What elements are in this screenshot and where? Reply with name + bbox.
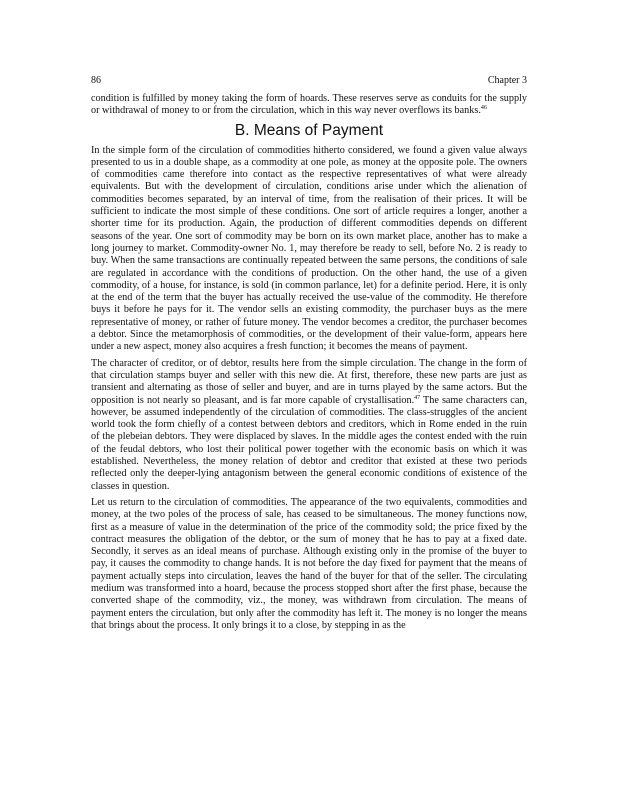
paragraph-2-part-b: The same characters can, however, be assumed independently of the circulation of commodities. The class-struggles of the ancient world took the form chiefly of a contest between debtors and creditors, which in Rome ended in the ruin of the plebeian debtors. They were displaced by slaves. In the middle ages the contest ended with the ruin of the feudal debtors, who lost their political power together with the economic basis on which it was established. Nevertheless, the money relation of debtor and creditor that existed at these two periods reflected only the deeper-lying antagonism between the general economic conditions of existence of the classes in question. bbox=[91, 394, 527, 492]
paragraph-2 bbox=[91, 358, 527, 493]
chapter-label: Chapter 3 bbox=[487, 75, 527, 86]
intro-text: condition is fulfilled by money taking the form of hoards. These reserves serve as conduits for the supply or withdrawal of money to or from the circulation, which in this way never overflows its banks. bbox=[91, 93, 527, 117]
body-text bbox=[91, 93, 527, 636]
footnote-ref-46: 46 bbox=[480, 105, 487, 112]
intro-paragraph bbox=[91, 93, 527, 118]
footnote-ref-47: 47 bbox=[414, 394, 421, 401]
page-number: 86 bbox=[91, 75, 101, 86]
paragraph-3: Let us return to the circulation of commodities. The appearance of the two equivalents, commodities and money, at the two poles of the process of sale, has ceased to be simultaneous. The money functions now, first as a measure of value in the determination of the price of the commodity sold; the price fixed by the contract measures the obligation of the debtor, or the sum of money that he has to pay at a fixed date. Secondly, it serves as an ideal means of purchase. Although existing only in the promise of the buyer to pay, it causes the commodity to change hands. It is not before the day fixed for payment that the means of payment actually steps into circulation, leaves the hand of the buyer for that of the seller. The circulating medium was transformed into a hoard, because the process stopped short after the first phase, because the converted shape of the commodity, viz., the money, was withdrawn from circulation. The means of payment enters the circulation, but only after the commodity has left it. The money is no longer the means that brings about the process. It only brings it to a close, by stepping in as the bbox=[91, 496, 527, 631]
paragraph-1: In the simple form of the circulation of commodities hitherto considered, we found a given value always presented to us in a double shape, as a commodity at one pole, as money at the opposite pole. The owners of commodities came therefore into contact as the respective representatives of what were already equivalents. But with the development of circulation, conditions arise under which the alienation of commodities becomes separated, by an interval of time, from the realisation of their prices. It will be sufficient to indicate the most simple of these conditions. One sort of article requires a longer, another a shorter time for its production. Again, the production of different commodities depends on different seasons of the year. One sort of commodity may be born on its own market place, another has to make a long journey to market. Commodity-owner No. 1, may therefore be ready to sell, before No. 2 is ready to buy. When the same transactions are continually repeated between the same persons, the conditions of sale are regulated in accordance with the conditions of production. On the other hand, the use of a given commodity, of a house, for instance, is sold (in common parlance, let) for a definite period. Here, it is only at the end of the term that the buyer has actually received the use-value of the commodity. He therefore buys it before he pays for it. The vendor sells an existing commodity, the purchaser buys as the mere representative of money, or rather of future money. The vendor becomes a creditor, the purchaser becomes a debtor. Since the metamorphosis of commodities, or the development of their value-form, appears here under a new aspect, money also acquires a fresh function; it becomes the means of payment. bbox=[91, 144, 527, 353]
section-heading: B. Means of Payment bbox=[234, 121, 384, 139]
paragraph-2-part-a: The character of creditor, or of debtor, results here from the simple circulation. The change in the form of that circulation stamps buyer and seller with this new die. At first, therefore, these new parts are just as transient and alternating as those of seller and buyer, and are in turns played by the same actors. But the opposition is not nearly so pleasant, and is far more capable of crystallisation. bbox=[91, 357, 527, 406]
